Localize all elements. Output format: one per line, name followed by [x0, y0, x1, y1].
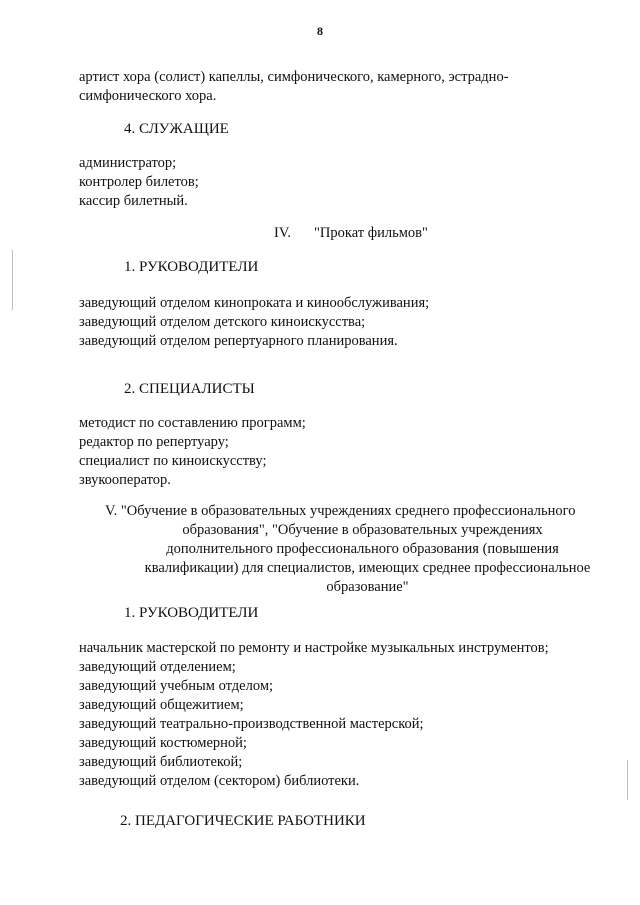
- list-item: заведующий учебным отделом;: [79, 678, 274, 694]
- section-heading-managers: 1. РУКОВОДИТЕЛИ: [124, 605, 259, 621]
- list-item: заведующий отделом репертуарного планирования.: [79, 333, 398, 349]
- section-title-iv: [274, 224, 428, 243]
- list-item: заведующий костюмерной;: [79, 735, 247, 751]
- list-item: заведующий театрально-производственной мастерской;: [79, 716, 424, 732]
- list-item: звукооператор.: [79, 472, 171, 488]
- list-item: заведующий библиотекой;: [79, 754, 243, 770]
- list-item: кассир билетный.: [79, 193, 188, 209]
- section-heading-specialists: 2. СПЕЦИАЛИСТЫ: [124, 381, 255, 397]
- section-heading-managers: 1. РУКОВОДИТЕЛИ: [124, 259, 259, 275]
- list-item: начальник мастерской по ремонту и настройке музыкальных инструментов;: [79, 640, 549, 656]
- section-title-line: V. "Обучение в образовательных учреждениях среднего профессионального: [105, 503, 576, 519]
- section-title: "Прокат фильмов": [314, 225, 428, 241]
- text-line: симфонического хора.: [79, 88, 217, 104]
- section-number: IV.: [274, 225, 292, 241]
- scan-edge-mark: [627, 760, 628, 800]
- page-number: 8: [317, 24, 323, 38]
- list-item: редактор по репертуару;: [79, 434, 229, 450]
- section-title-line: дополнительного профессионального образования (повышения: [166, 541, 559, 557]
- section-heading-employees: 4. СЛУЖАЩИЕ: [124, 121, 229, 137]
- list-item: заведующий отделом детского киноискусства;: [79, 314, 366, 330]
- section-title-line: образования", "Обучение в образовательных учреждениях: [182, 522, 543, 538]
- section-title-line: образование": [326, 579, 409, 595]
- list-item: специалист по киноискусству;: [79, 453, 267, 469]
- list-item: заведующий общежитием;: [79, 697, 244, 713]
- list-item: контролер билетов;: [79, 174, 199, 190]
- list-item: заведующий отделом кинопроката и кинообслуживания;: [79, 295, 430, 311]
- list-item: методист по составлению программ;: [79, 415, 306, 431]
- list-item: заведующий отделом (сектором) библиотеки.: [79, 773, 360, 789]
- text-line: артист хора (солист) капеллы, симфонического, камерного, эстрадно-: [79, 69, 509, 85]
- section-title-line: квалификации) для специалистов, имеющих среднее профессиональное: [144, 560, 591, 576]
- list-item: заведующий отделением;: [79, 659, 236, 675]
- section-heading-teachers: 2. ПЕДАГОГИЧЕСКИЕ РАБОТНИКИ: [120, 813, 366, 829]
- list-item: администратор;: [79, 155, 177, 171]
- scan-edge-mark: [12, 250, 13, 310]
- section-title-v: [100, 502, 605, 597]
